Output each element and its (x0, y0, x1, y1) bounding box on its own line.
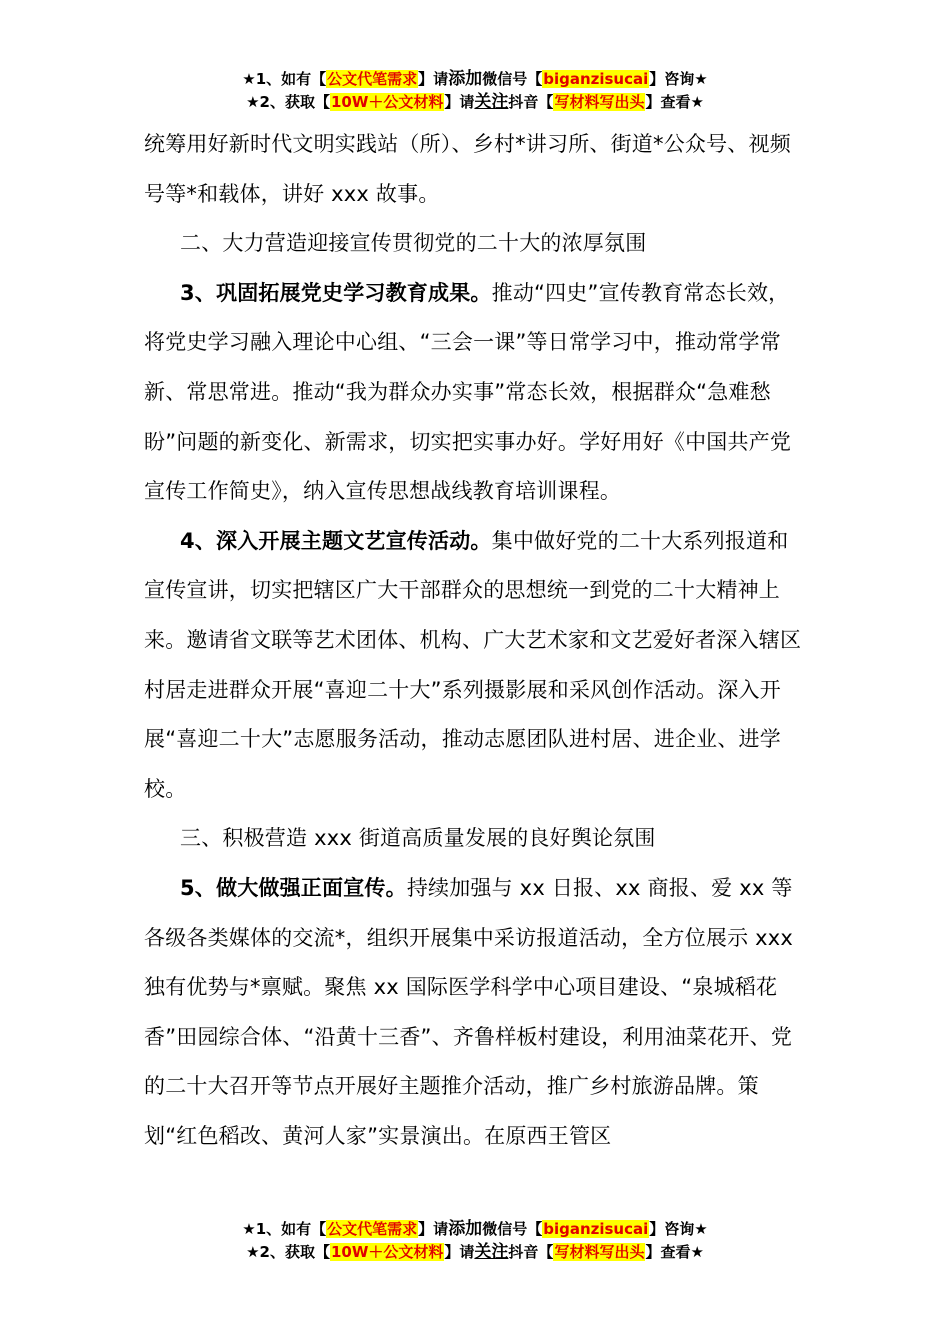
promo-line-2 (0, 1241, 950, 1264)
promo-text: 】请 (444, 93, 475, 111)
promo-text: 】请 (418, 70, 449, 88)
promo-emphasis: 添加 (448, 1219, 483, 1239)
promo-text: 抖音【 (508, 1243, 554, 1261)
promo-banner-top (0, 68, 950, 114)
item-body: 推动“四史”宣传教育常态长效，将党史学习融入理论中心组、“三会一课”等日常学习中，推动常学常新、常思常进。推动“我为群众办实事”常态长效，根据群众“急难愁盼”问题的新变化、新需求，切实把实事办好。学好用好《中国共产党宣传工作简史》，纳入宣传思想战线教育培训课程。 (144, 280, 792, 504)
item-title: 3、巩固拓展党史学习教育成果。 (180, 280, 492, 305)
item-title: 4、深入开展主题文艺宣传活动。 (180, 528, 492, 553)
promo-highlight: 公文代笔需求 (327, 1220, 418, 1238)
promo-highlight: 写材料写出头 (554, 1243, 645, 1261)
promo-text: 】查看★ (645, 1243, 704, 1261)
promo-text: 】请 (444, 1243, 475, 1261)
paragraph-item-4 (144, 517, 806, 815)
promo-text: 微信号【 (482, 70, 543, 88)
promo-text: 】查看★ (645, 93, 704, 111)
promo-emphasis: 添加 (448, 69, 483, 89)
paragraph-item-5 (144, 864, 806, 1162)
promo-text: 微信号【 (482, 1220, 543, 1238)
section-heading-3: 三、积极营造 xxx 街道高质量发展的良好舆论氛围 (180, 826, 656, 851)
promo-emphasis: 关注 (474, 1242, 509, 1262)
promo-line-2 (0, 91, 950, 114)
promo-highlight: 10W＋公文材料 (330, 1243, 444, 1261)
document-body (144, 120, 806, 1161)
promo-emphasis: 关注 (474, 92, 509, 112)
promo-text: 】咨询★ (649, 70, 708, 88)
paragraph-continuation: 统筹用好新时代文明实践站（所）、乡村*讲习所、街道*公众号、视频号等*和载体，讲好 xxx 故事。 (144, 132, 791, 206)
promo-highlight: biganzisucai (543, 70, 649, 88)
item-title: 5、做大做强正面宣传。 (180, 875, 407, 900)
promo-line-1 (0, 1218, 950, 1241)
promo-text: ★2、获取【 (246, 1243, 330, 1261)
promo-text: 抖音【 (508, 93, 554, 111)
item-body: 集中做好党的二十大系列报道和宣传宣讲，切实把辖区广大干部群众的思想统一到党的二十大精神上来。邀请省文联等艺术团体、机构、广大艺术家和文艺爱好者深入辖区村居走进群众开展“喜迎二十大”系列摄影展和采风创作活动。深入开展“喜迎二十大”志愿服务活动，推动志愿团队进村居、进企业、进学校。 (144, 528, 802, 801)
promo-banner-bottom (0, 1218, 950, 1264)
promo-text: 】请 (418, 1220, 449, 1238)
promo-text: ★2、获取【 (246, 93, 330, 111)
paragraph-item-3 (144, 269, 806, 517)
promo-text: ★1、如有【 (242, 70, 327, 88)
section-heading-2: 二、大力营造迎接宣传贯彻党的二十大的浓厚氛围 (180, 231, 647, 256)
promo-highlight: 写材料写出头 (554, 93, 645, 111)
promo-highlight: 10W＋公文材料 (330, 93, 444, 111)
promo-line-1 (0, 68, 950, 91)
item-body: 持续加强与 xx 日报、xx 商报、爱 xx 等各级各类媒体的交流*，组织开展集中采访报道活动，全方位展示 xxx 独有优势与*禀赋。聚焦 xx 国际医学科学中心项目建设、“泉城稻花香”田园综合体、“沿黄十三香”、齐鲁样板村建设，利用油菜花开、党的二十大召开等节点开展好主题推介活动，推广乡村旅游品牌。策划“红色稻改、黄河人家”实景演出。在原西王管区 (144, 875, 794, 1148)
promo-highlight: biganzisucai (543, 1220, 649, 1238)
promo-highlight: 公文代笔需求 (327, 70, 418, 88)
promo-text: ★1、如有【 (242, 1220, 327, 1238)
promo-text: 】咨询★ (649, 1220, 708, 1238)
